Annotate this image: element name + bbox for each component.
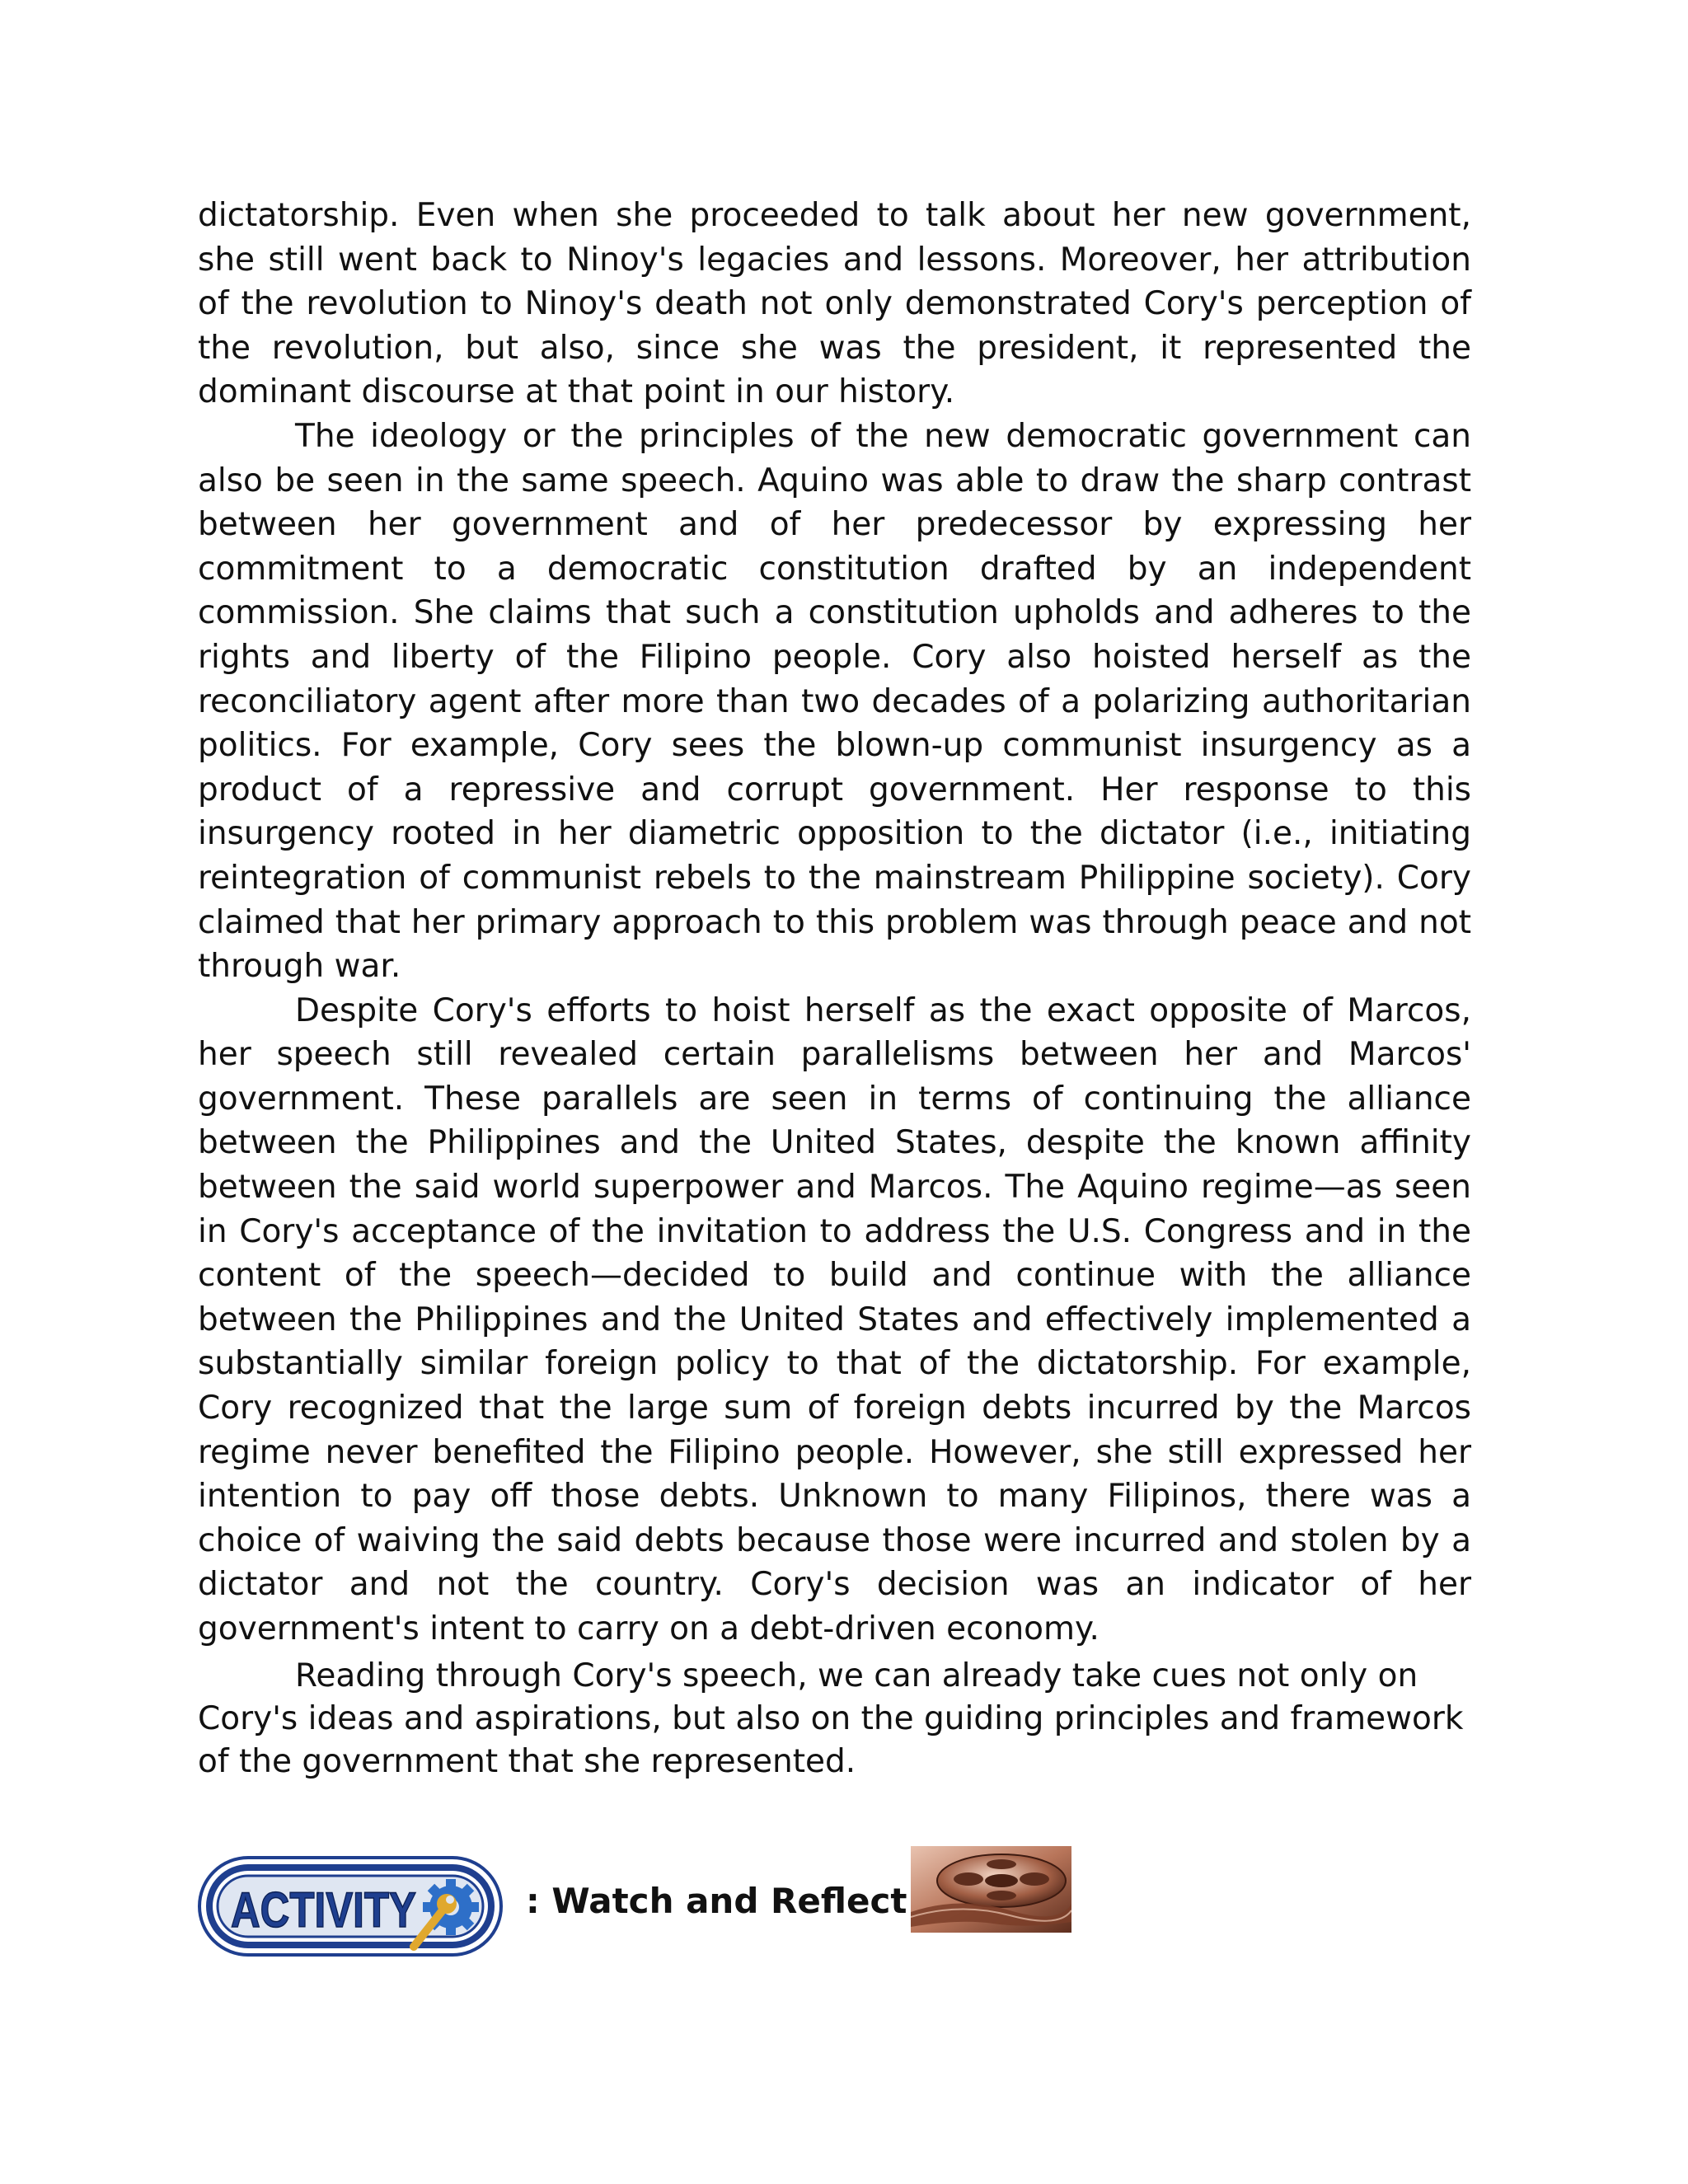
- film-reel-icon: [911, 1846, 1071, 1933]
- activity-badge: [198, 1856, 503, 1957]
- activity-header: [198, 1846, 1187, 1970]
- activity-badge-text: ACTIVITY: [231, 1882, 416, 1938]
- document-body: [198, 194, 1471, 1783]
- paragraph-3: Despite Cory's efforts to hoist herself as the exact opposite of Marcos, her speech still revealed certain parallelisms between her and Marcos' government. These parallels are seen in terms of continuing the alliance between the Philippines and the United States, despite the known affinity between the said world superpower and Marcos. The Aquino regime—as seen in Cory's acceptance of the invitation to address the U.S. Congress and in the content of the speech—decided to build and continue with the alliance between the Philippines and the United States and effectively implemented a substantially similar foreign policy to that of the dictatorship. For example, Cory recognized that the large sum of foreign debts incurred by the Marcos regime never benefited the Filipino people. However, she still expressed her intention to pay off those debts. Unknown to many Filipinos, there was a choice of waiving the said debts because those were incurred and stolen by a dictator and not the country. Cory's decision was an indicator of her government's intent to carry on a debt-driven economy.: [198, 991, 1471, 1647]
- paragraph-4: Reading through Cory's speech, we can already take cues not only on Cory's ideas and aspirations, but also on the guiding principles and framework of the government that she represented.: [198, 1657, 1464, 1780]
- paragraph-2: The ideology or the principles of the new democratic government can also be seen in the same speech. Aquino was able to draw the sharp contrast between her government and of her predecessor by expressing her commitment to a democratic constitution drafted by an independent commission. She claims that such a constitution upholds and adheres to the rights and liberty of the Filipino people. Cory also hoisted herself as the reconciliatory agent after more than two decades of a polarizing authoritarian politics. For example, Cory sees the blown-up communist insurgency as a product of a repressive and corrupt government. Her response to this insurgency rooted in her diametric opposition to the dictator (i.e., initiating reintegration of communist rebels to the mainstream Philippine society). Cory claimed that her primary approach to this problem was through peace and not through war.: [198, 417, 1471, 986]
- activity-title: : Watch and Reflect: [526, 1881, 907, 1921]
- paragraph-1: dictatorship. Even when she proceeded to talk about her new government, she still went back to Ninoy's legacies and lessons. Moreover, her attribution of the revolution to Ninoy's death not only demonstrated Cory's perception of the revolution, but also, since she was the president, it represented the dominant discourse at that point in our history.: [198, 197, 1471, 411]
